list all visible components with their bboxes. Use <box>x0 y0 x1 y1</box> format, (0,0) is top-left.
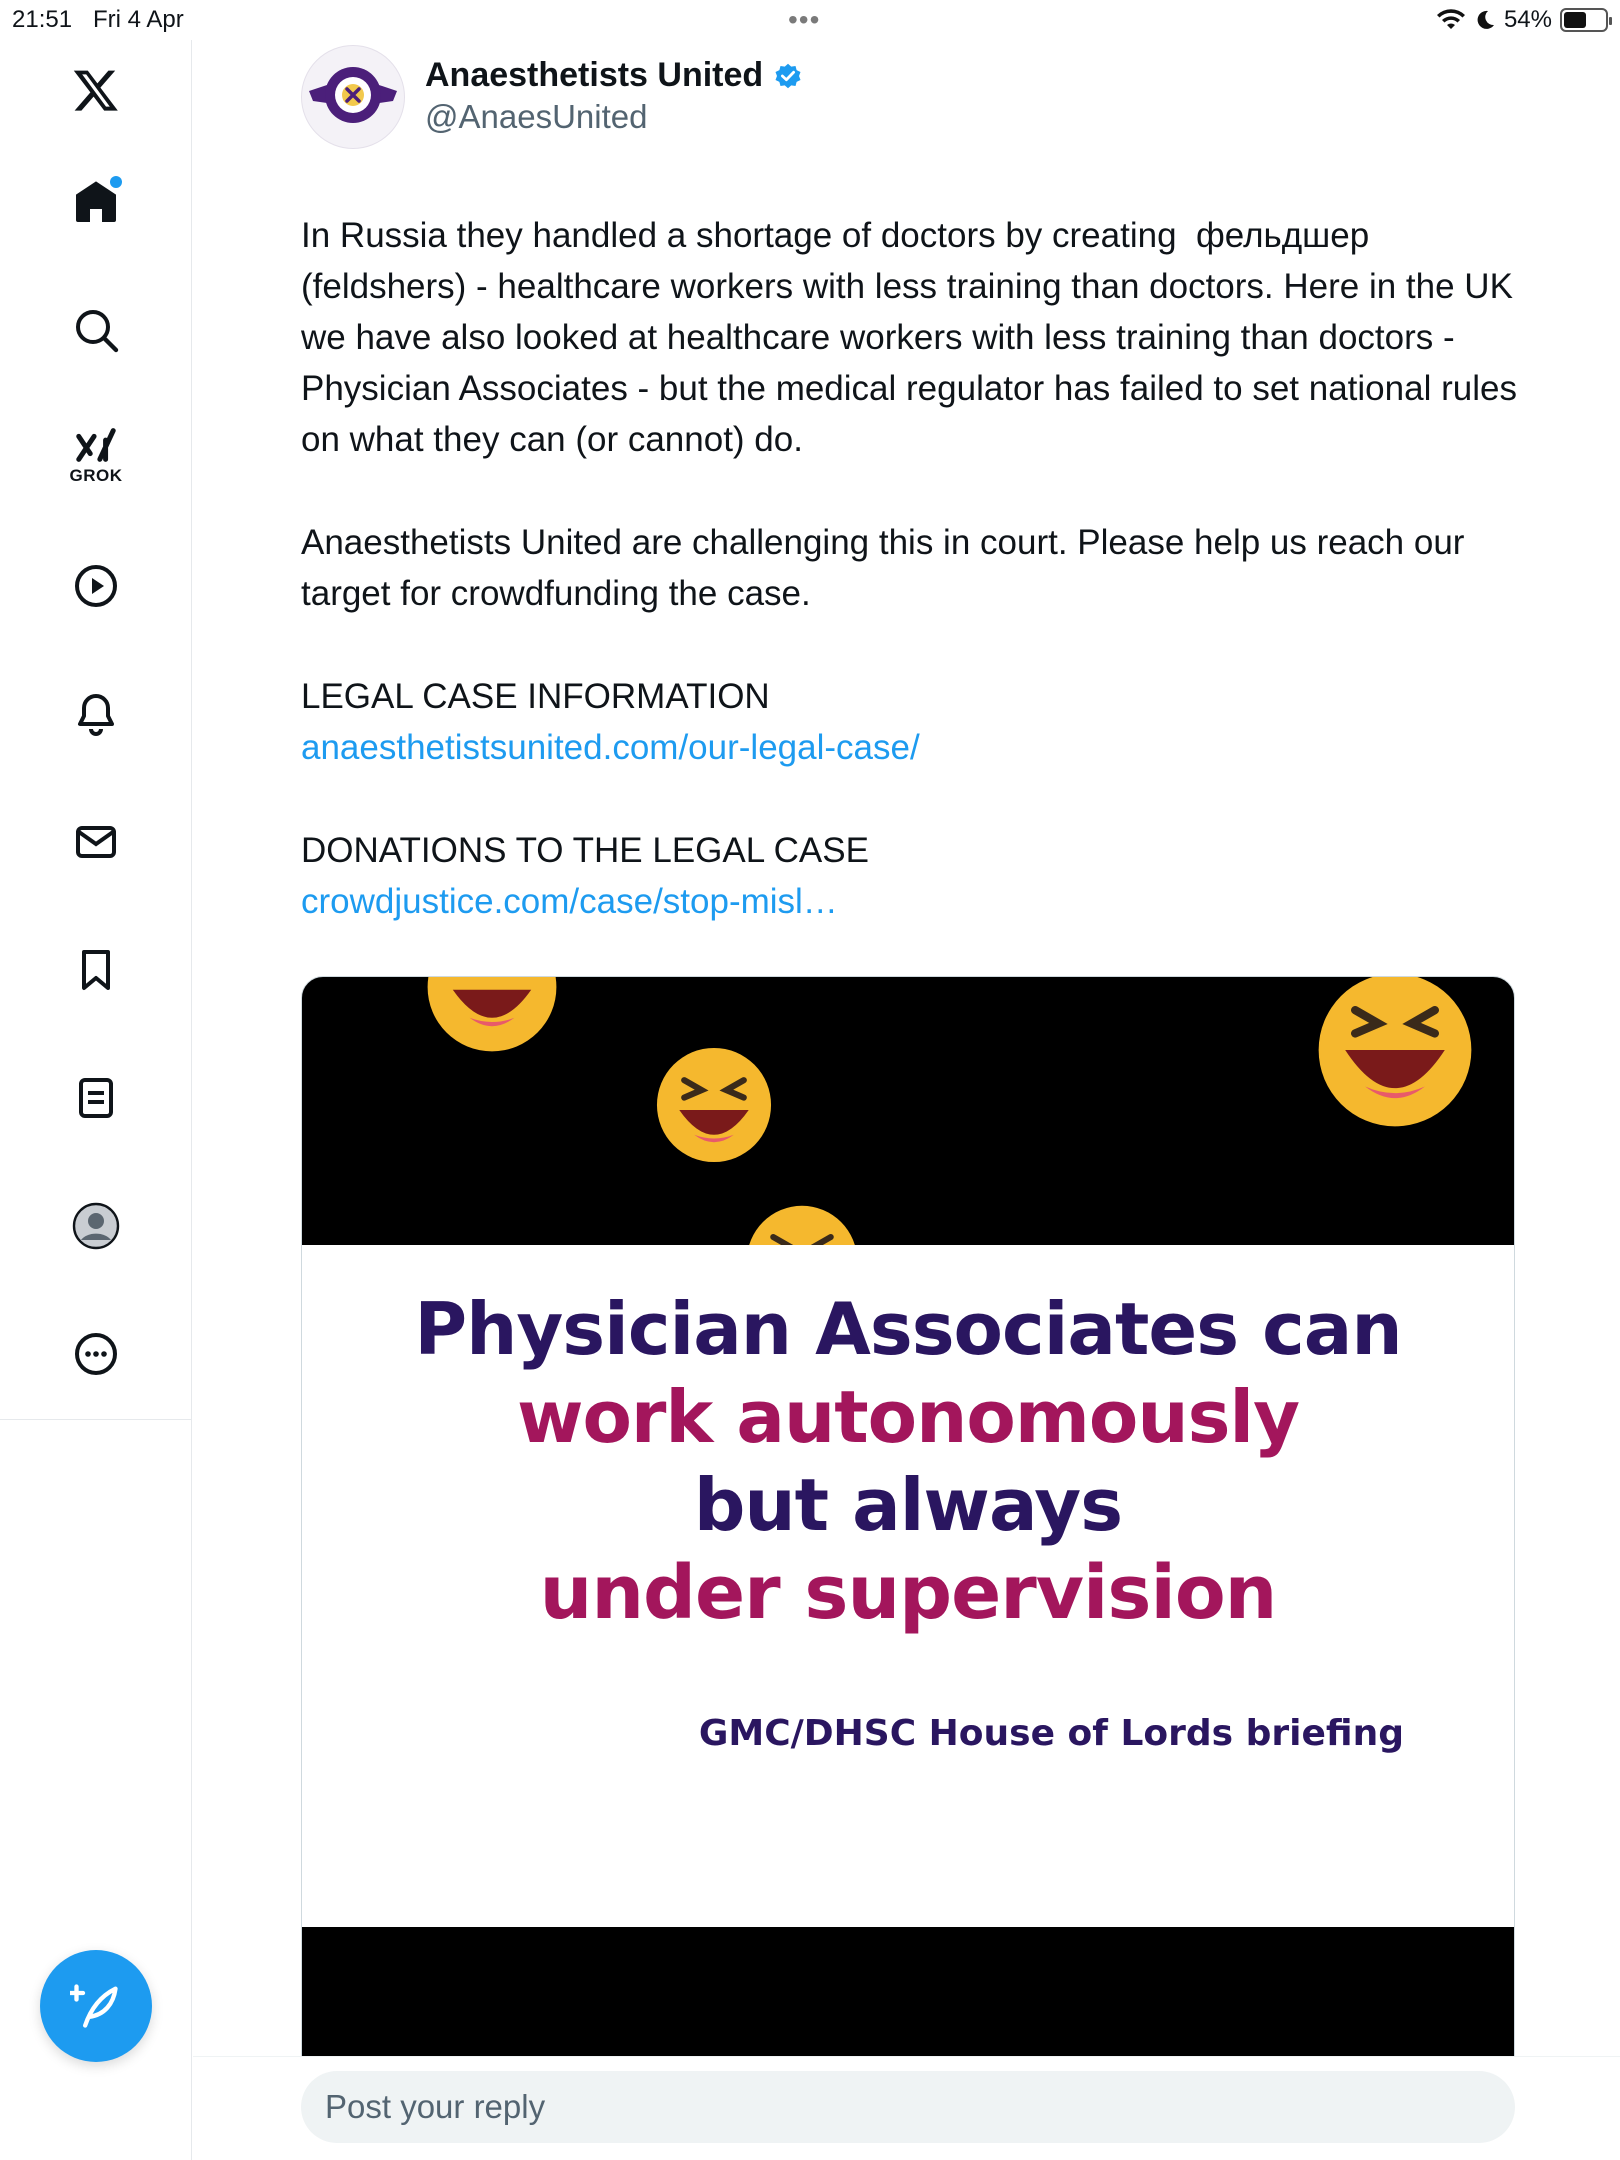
profile-avatar-icon <box>72 1202 120 1250</box>
grok-icon <box>73 421 119 467</box>
status-time: 21:51 <box>12 6 73 33</box>
battery-percent: 54% <box>1503 6 1552 33</box>
media-caption-card <box>302 1245 1514 1927</box>
multitasking-dots-icon[interactable]: ••• <box>788 4 821 35</box>
status-bar <box>0 0 1620 40</box>
sidebar <box>0 40 192 2160</box>
grok-label: GROK <box>69 466 123 485</box>
notification-dot <box>110 176 122 188</box>
sidebar-item-grok[interactable] <box>56 412 136 492</box>
status-indicators <box>1436 6 1608 34</box>
battery-fill <box>1564 12 1586 28</box>
envelope-icon <box>72 818 120 866</box>
verified-badge-icon <box>773 61 803 91</box>
list-document-icon <box>72 1074 120 1122</box>
donations-link[interactable]: crowdjustice.com/case/stop-misl… <box>301 882 838 921</box>
sidebar-item-profile[interactable] <box>56 1186 136 1266</box>
laughing-emoji-icon <box>422 976 562 1057</box>
author-name[interactable] <box>425 56 803 95</box>
author-avatar[interactable] <box>301 45 405 149</box>
legal-case-link[interactable]: anaesthetistsunited.com/our-legal-case/ <box>301 728 920 767</box>
reply-bar <box>193 2056 1620 2160</box>
laughing-emoji-icon <box>1312 976 1478 1133</box>
donations-heading: DONATIONS TO THE LEGAL CASE <box>301 831 869 870</box>
sidebar-item-home[interactable] <box>56 162 136 242</box>
x-logo-icon <box>72 66 120 114</box>
status-date: Fri 4 Apr <box>93 6 184 33</box>
post-text <box>301 210 1527 927</box>
media-source: GMC/DHSC House of Lords briefing <box>698 1713 1404 1754</box>
sidebar-item-video[interactable] <box>56 546 136 626</box>
laughing-emoji-icon <box>652 1043 776 1167</box>
reply-input[interactable] <box>301 2071 1515 2143</box>
compose-feather-icon <box>70 1980 122 2032</box>
post-paragraph-2: Anaesthetists United are challenging this in court. Please help us reach our target for crowdfunding the case. <box>301 523 1475 613</box>
headline-line-4: under supervision <box>539 1550 1277 1636</box>
headline-line-1: Physician Associates can <box>414 1287 1402 1371</box>
more-circle-icon <box>72 1330 120 1378</box>
sidebar-nav <box>0 40 191 1420</box>
media-headline <box>302 1285 1514 1637</box>
sidebar-item-lists[interactable] <box>56 1058 136 1138</box>
compose-post-button[interactable] <box>40 1950 152 2062</box>
legal-case-heading: LEGAL CASE INFORMATION <box>301 677 770 716</box>
post-media-video[interactable] <box>301 976 1515 2116</box>
sidebar-item-bookmarks[interactable] <box>56 930 136 1010</box>
bookmark-icon <box>72 946 120 994</box>
sidebar-item-x-home[interactable] <box>56 50 136 130</box>
author-handle[interactable]: @AnaesUnited <box>425 98 648 135</box>
video-play-icon <box>72 562 120 610</box>
wifi-icon <box>1436 8 1466 32</box>
post-paragraph-1: In Russia they handled a shortage of doctors by creating фельдшер (feldshers) - healthcare workers with less training than doctors. Here in the UK we have also looked at healthcare workers with less training than doctors - Physician Associates - but the medical regulator has failed to set national rules on what they can (or cannot) do. <box>301 216 1527 459</box>
headline-line-3: but always <box>693 1463 1123 1547</box>
author-name-text: Anaesthetists United <box>425 56 764 94</box>
sidebar-item-more[interactable] <box>56 1314 136 1394</box>
bell-icon <box>72 690 120 738</box>
search-icon <box>72 306 120 354</box>
headline-line-2: work autonomously <box>516 1375 1300 1459</box>
anaesthetists-united-logo-icon <box>303 47 403 147</box>
sidebar-item-search[interactable] <box>56 290 136 370</box>
do-not-disturb-moon-icon <box>1474 9 1496 31</box>
post-detail <box>193 40 1620 2160</box>
sidebar-item-notifications[interactable] <box>56 674 136 754</box>
sidebar-item-messages[interactable] <box>56 802 136 882</box>
battery-icon <box>1560 8 1608 32</box>
